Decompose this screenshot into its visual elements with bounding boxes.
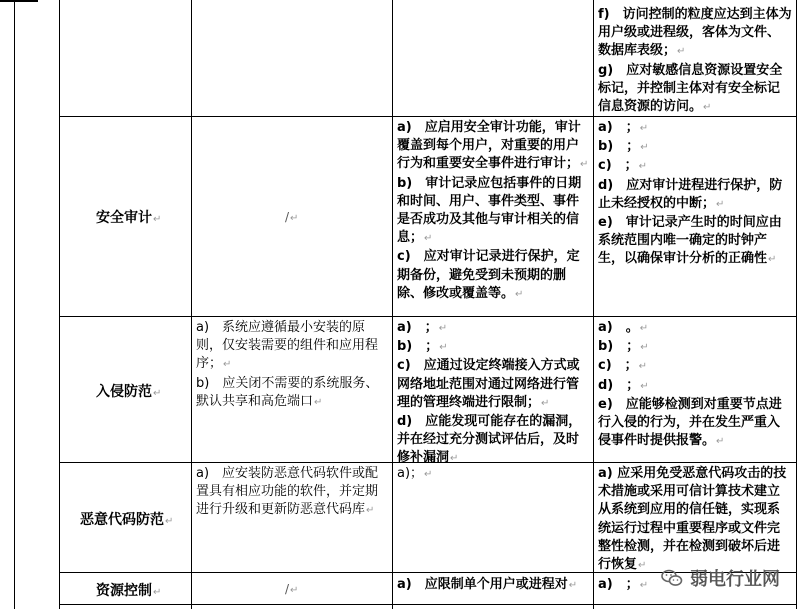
- row0-col4-item: g) 应对敏感信息资源设置安全标记，并控制主体对有安全标记信息资源的访问。↵: [598, 62, 783, 115]
- paragraph-mark: ↵: [639, 123, 649, 134]
- paragraph-mark: ↵: [450, 453, 459, 465]
- paragraph-mark: ↵: [223, 359, 232, 371]
- row1-col4-item: c) ；↵: [598, 158, 648, 174]
- paragraph-mark: ↵: [677, 46, 686, 58]
- row1-col4-item: d) 应对审计进程进行保护，防止未经授权的中断；↵: [598, 177, 783, 211]
- paragraph-mark: ↵: [438, 323, 448, 334]
- row2-col2-item: a) 系统应遵循最小安装的原则，仅安装需要的组件和应用程序；↵: [196, 320, 379, 372]
- paragraph-mark: ↵: [568, 580, 578, 591]
- wechat-icon: [660, 566, 684, 590]
- row3-col3-item: a)；↵: [397, 466, 433, 481]
- row0-col4-cell: [594, 4, 796, 119]
- row2-col3-item: c) 应通过设定终端接入方式或网络地址范围对通过网络进行管理的管理终端进行限制；↵: [397, 358, 580, 410]
- row4-col3-item: a) 应限制单个用户或进程对↵: [397, 577, 578, 592]
- paragraph-mark: ↵: [541, 397, 550, 409]
- paragraph-mark: ↵: [515, 288, 524, 300]
- row4-col3-cell: [393, 574, 593, 597]
- row1-col3-item: c) 应对审计记录进行保护，定期备份，避免受到未预期的删除、修改或覆盖等。↵: [397, 249, 580, 301]
- paragraph-mark: ↵: [314, 396, 323, 408]
- row2-col4-item: d) ；↵: [598, 377, 649, 393]
- category-label: 恶意代码防范↵: [80, 512, 174, 528]
- row2-col4-cell: [594, 317, 796, 453]
- category-label: 资源控制↵: [96, 583, 162, 599]
- row2-col4-item: e) 应能够检测到对重要节点进行入侵的行为，并在发生严重入侵事件时提供报警。↵: [598, 396, 782, 449]
- table-border-left-outer: [14, 0, 15, 609]
- paragraph-mark: ↵: [716, 436, 725, 448]
- row2-col4-item: b) ；↵: [598, 339, 649, 355]
- row3-col4-cell: [594, 463, 796, 577]
- row1-col4-item: a) ；↵: [598, 120, 649, 135]
- row1-col4-cell: [594, 117, 796, 272]
- watermark: [660, 565, 780, 591]
- row2-col2-item: b) 应关闭不需要的系统服务、默认共享和高危端口↵: [196, 375, 379, 409]
- paragraph-mark: ↵: [638, 161, 648, 173]
- row3-col4-item: a) 应采用免受恶意代码攻击的技术措施或采用可信计算技术建立从系统到应用的信任链，实现系统运行过程中重要程序或文件完整性检测，并在检测到破坏后进行恢复↵: [598, 466, 787, 573]
- table-border-right: [796, 0, 797, 609]
- row1-col3-cell: [393, 117, 593, 306]
- row1-col4-item: b) ；↵: [598, 139, 649, 155]
- paragraph-mark: ↵: [424, 233, 433, 245]
- row3-col2-cell: [192, 463, 392, 523]
- row2-col2-cell: [192, 317, 392, 414]
- row1-col4-item: e) 审计记录产生时的时间应由系统范围内唯一确定的时钟产生，以确保审计分析的正确性↵: [598, 215, 782, 267]
- row3-col3-cell: [393, 463, 593, 486]
- empty-cell-slash: /↵: [285, 582, 299, 596]
- row2-col3-cell: [393, 317, 593, 471]
- row2-col4-item: a) 。↵: [598, 320, 649, 335]
- paragraph-mark: ↵: [639, 323, 649, 334]
- watermark-text: 弱电行业网: [690, 569, 780, 590]
- row0-col4-item: f) 访问控制的粒度应达到主体为用户级或进程级，客体为文件、数据库表级；↵: [598, 7, 792, 59]
- row2-col3-item: a) ；↵: [397, 320, 448, 335]
- paragraph-mark: ↵: [638, 361, 648, 373]
- paragraph-mark: ↵: [640, 142, 649, 154]
- empty-cell-slash: /↵: [285, 210, 299, 224]
- paragraph-mark: ↵: [640, 380, 649, 392]
- row3-col2-item: a) 应安装防恶意代码软件或配置具有相应功能的软件，并定期进行升级和更新防恶意代码库↵: [196, 466, 379, 518]
- category-label: 安全审计↵: [96, 210, 162, 226]
- row2-col4-item: c) ；↵: [598, 358, 648, 374]
- paragraph-mark: ↵: [424, 469, 433, 480]
- table-top-stub: [0, 0, 38, 2]
- paragraph-mark: ↵: [768, 254, 777, 266]
- paragraph-mark: ↵: [439, 342, 448, 354]
- paragraph-mark: ↵: [716, 198, 725, 210]
- row4-col4-item: a) ；↵: [598, 577, 649, 592]
- row1-col3-item: a) 应启用安全审计功能，审计覆盖到每个用户，对重要的用户行为和重要安全事件进行审计；↵: [397, 120, 589, 172]
- paragraph-mark: ↵: [703, 102, 712, 114]
- table-border-left: [59, 0, 60, 609]
- paragraph-mark: ↵: [580, 159, 589, 171]
- paragraph-mark: ↵: [638, 560, 647, 572]
- row2-col3-item: d) 应能发现可能存在的漏洞，并在经过充分测试评估后，及时修补漏洞↵: [397, 414, 582, 466]
- category-label: 入侵防范↵: [96, 384, 162, 400]
- paragraph-mark: ↵: [640, 342, 649, 354]
- paragraph-mark: ↵: [639, 580, 649, 591]
- row-divider-5: [59, 604, 797, 605]
- paragraph-mark: ↵: [366, 505, 375, 517]
- row1-col3-item: b) 审计记录应包括事件的日期和时间、用户、事件类型、事件是否成功及其他与审计相关的信息；↵: [397, 175, 582, 246]
- row2-col3-item: b) ；↵: [397, 339, 448, 355]
